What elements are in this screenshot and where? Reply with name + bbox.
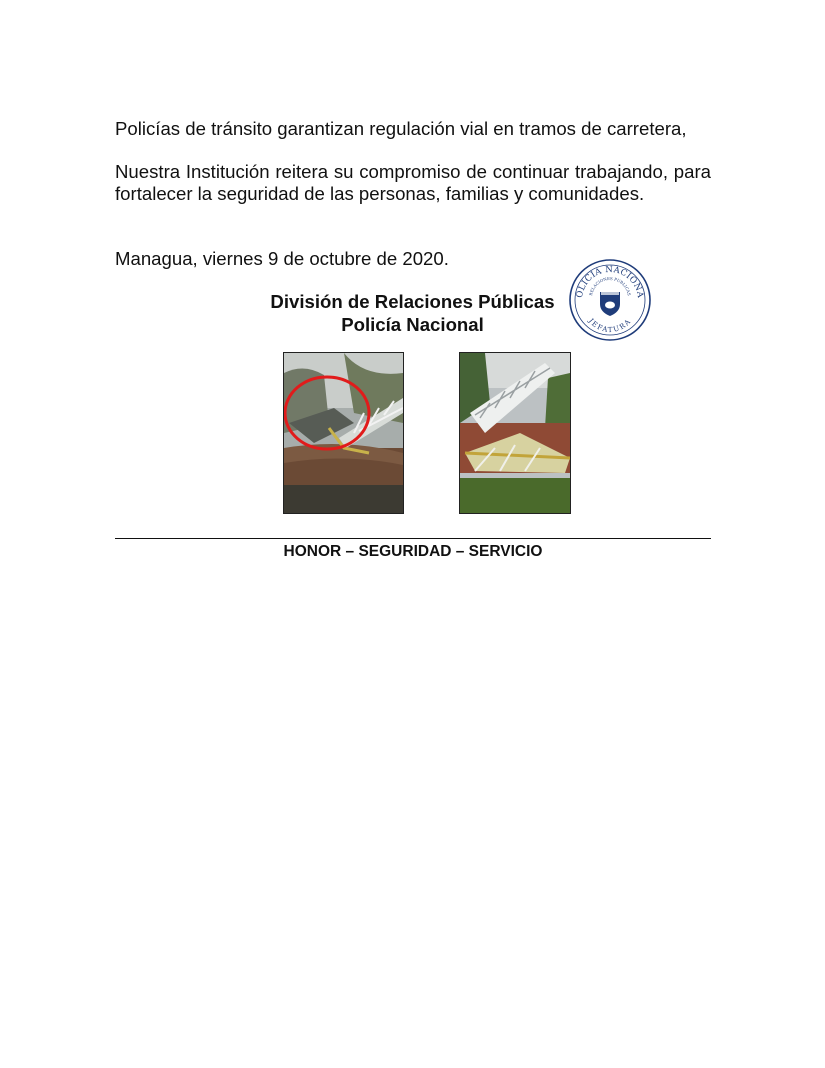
paragraph-commitment	[115, 161, 711, 205]
bridge-photo-2	[459, 352, 571, 514]
footer-motto: HONOR – SEGURIDAD – SERVICIO	[283, 543, 543, 560]
paragraph-commitment-line-2: para fortalecer la seguridad de las personas, familias y comunidades.	[115, 161, 711, 204]
svg-text:RELACIONES PUBLICAS: RELACIONES PUBLICAS	[588, 275, 632, 297]
paragraph-traffic-police: Policías de tránsito garantizan regulación vial en tramos de carretera,	[115, 118, 687, 139]
date-line: Managua, viernes 9 de octubre de 2020.	[115, 248, 449, 269]
paragraph-commitment-line-1: Nuestra Institución reitera su compromiso de continuar trabajando,	[115, 161, 668, 182]
svg-text:POLICIA NACIONAL: OLICIA NACIONA	[574, 264, 646, 299]
police-seal-logo	[568, 258, 652, 342]
bridge-photo-1	[283, 352, 404, 514]
signature-institution: Policía Nacional	[341, 314, 484, 335]
svg-text:JEFATURA: JEFATURA	[587, 316, 634, 335]
signature-department: División de Relaciones Públicas	[270, 291, 555, 312]
footer-divider	[115, 538, 711, 539]
